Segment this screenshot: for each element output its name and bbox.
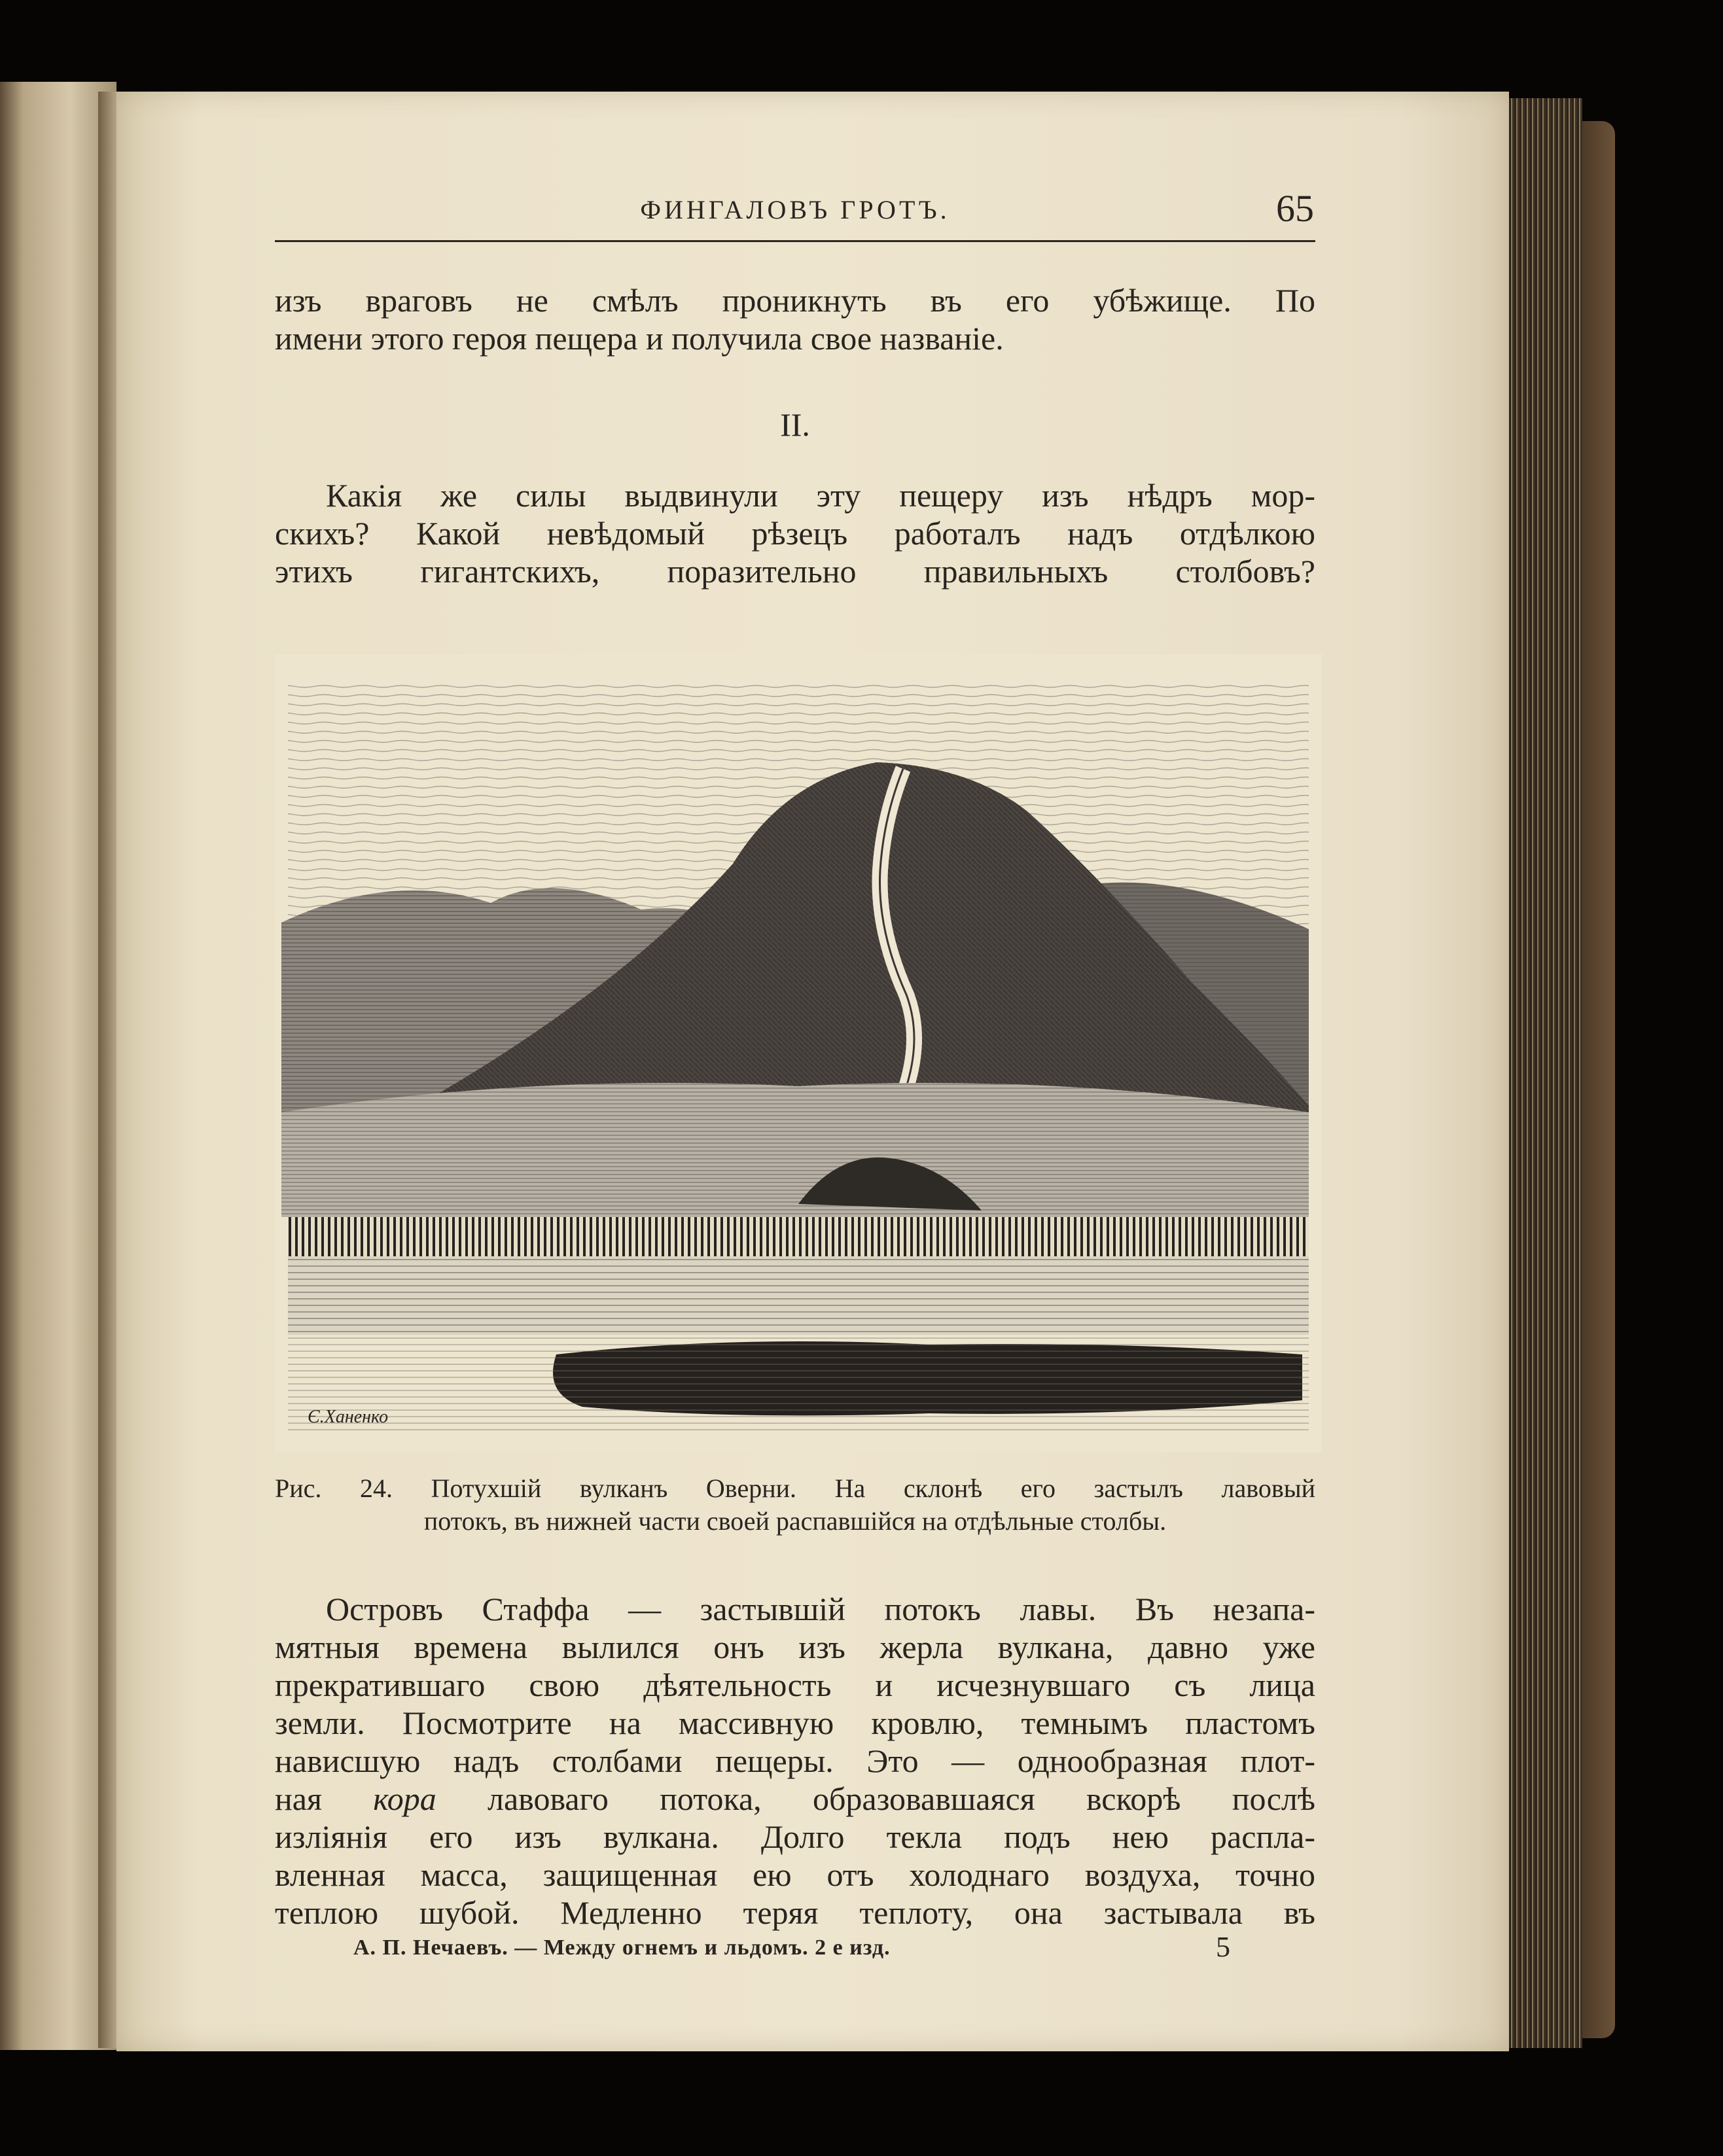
footer-imprint: А. П. Нечаевъ. — Между огнемъ и льдомъ. 2 е изд. [353,1935,891,1960]
text-line: Какія же силы выдвинули эту пещеру изъ нѣдръ мор- [326,477,1315,514]
text-line: вленная масса, защищенная ею отъ холоднаго воздуха, точно [275,1856,1315,1893]
signature-mark: 5 [1216,1931,1230,1963]
text-line: мятныя времена вылился онъ изъ жерла вулкана, давно уже [275,1629,1315,1665]
paragraph-continuation [275,281,1315,357]
caption-line: потокъ, въ нижней части своей распавшійся на отдѣльные столбы. [423,1506,1167,1536]
text-line: изъ враговъ не смѣлъ проникнуть въ его убѣжище. По [275,282,1315,319]
running-head: ФИНГАЛОВЪ ГРОТЪ. [640,195,950,224]
page-footer [353,1930,1230,1963]
text-line: прекратившаго свою дѣятельность и исчезнувшаго съ лица [275,1667,1315,1703]
engraver-signature: Є.Ханенко [308,1407,389,1427]
text-line: имени этого героя пещера и получила свое названіе. [275,320,1004,357]
section-number: II. [780,406,810,443]
page-header [275,186,1315,242]
text-line: скихъ? Какой невѣдомый рѣзецъ работалъ надъ отдѣлкою [275,515,1315,552]
italic-term: кора [373,1780,436,1817]
page-number: 65 [1276,187,1314,230]
caption-line: Рис. 24. Потухшій вулканъ Оверни. На склонѣ его застылъ лавовый [275,1474,1315,1503]
volcano-illustration [275,654,1322,1453]
text-line: земли. Посмотрите на массивную кровлю, темнымъ пластомъ [275,1705,1315,1741]
volcano-engraving [275,654,1322,1453]
paragraph-questions [275,476,1315,590]
text-line [275,1780,1315,1818]
text-line: этихъ гигантскихъ, поразительно правильныхъ столбовъ? [275,553,1315,590]
text-line: теплою шубой. Медленно теряя теплоту, она застывала въ [275,1894,1315,1931]
text-line: изліянія его изъ вулкана. Долго текла подъ нею распла- [275,1818,1315,1855]
text-line: Островъ Стаффа — застывшій потокъ лавы. Въ незапа- [326,1591,1315,1627]
right-cover-board [1582,121,1615,2038]
paragraph-staffa [275,1590,1315,1932]
figure-caption [275,1472,1315,1538]
text-line: нависшую надъ столбами пещеры. Это — однообразная плот- [275,1742,1315,1779]
text-fragment: лавоваго потока, образовавшаяся вскорѣ послѣ [436,1780,1315,1817]
page-edges [1509,98,1582,2048]
text-fragment: ная [275,1780,374,1817]
